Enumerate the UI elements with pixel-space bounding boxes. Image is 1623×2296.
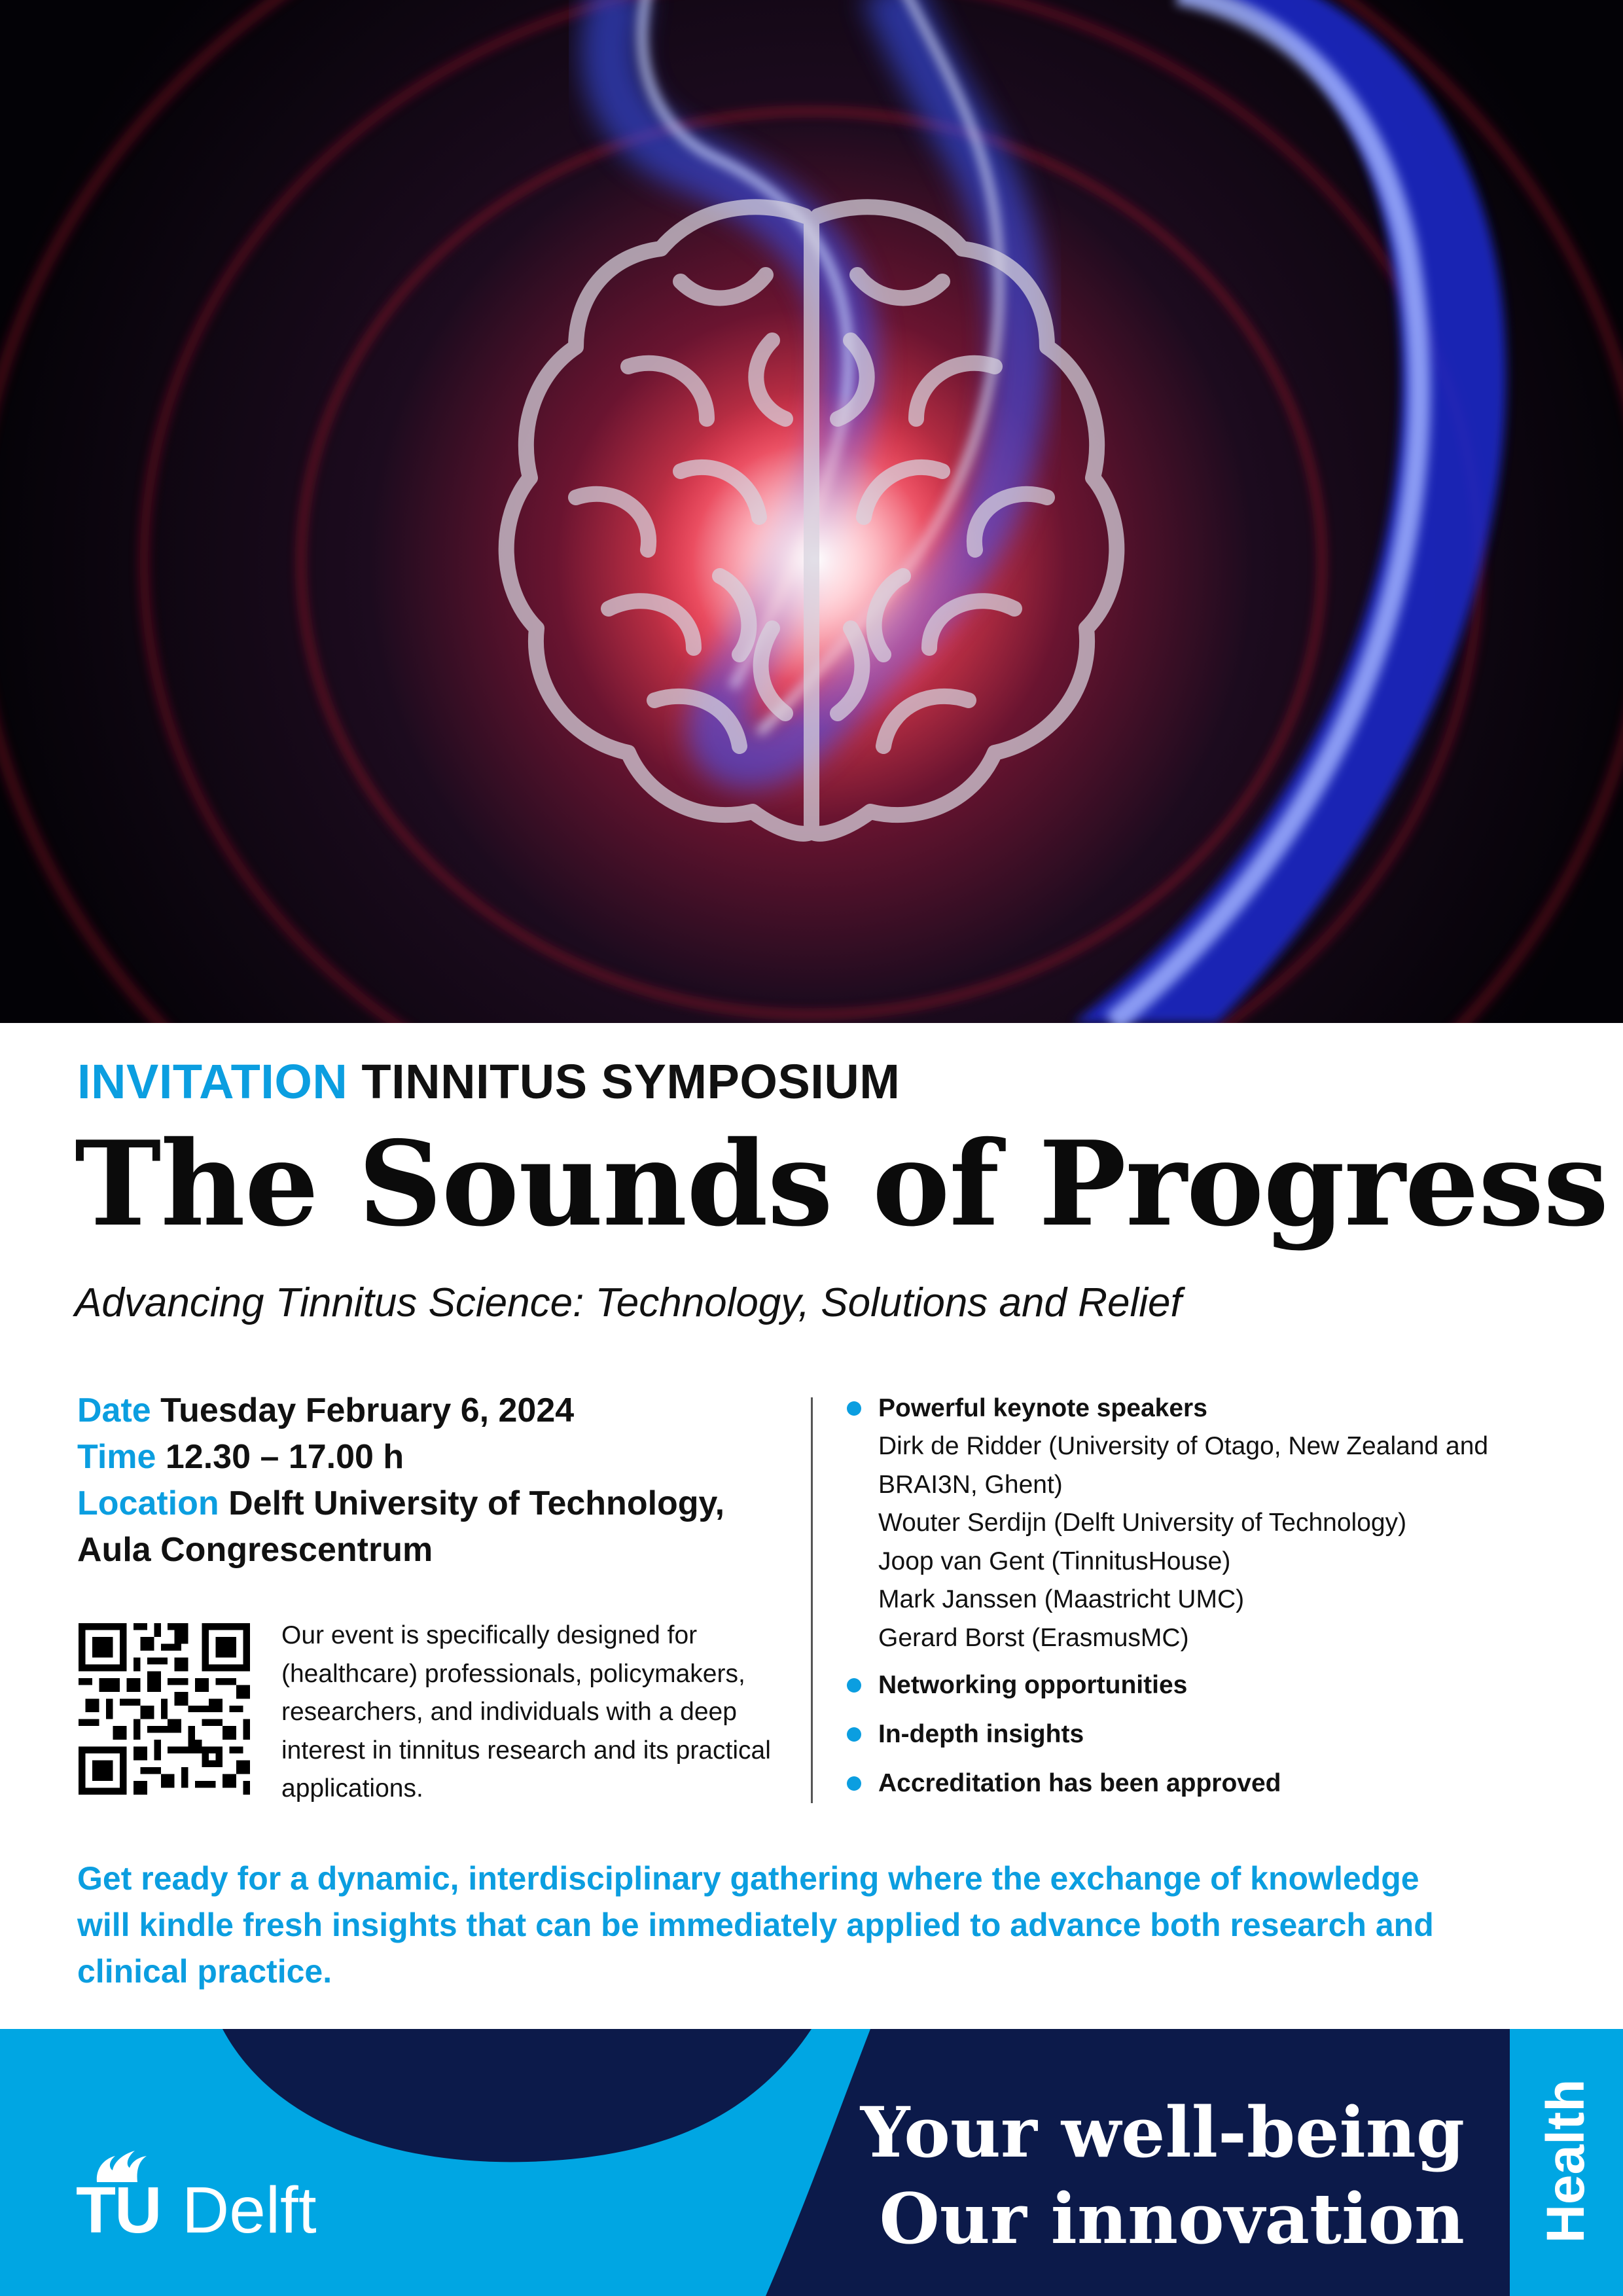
hero-illustration: [0, 0, 1623, 1023]
date-label: Date: [77, 1391, 151, 1429]
date-row: [77, 1388, 724, 1434]
bullet-dot-icon: [847, 1678, 861, 1693]
event-details: [77, 1388, 724, 1573]
event-type-heading: [77, 1054, 900, 1109]
time-row: [77, 1434, 724, 1480]
date-value: Tuesday February 6, 2024: [160, 1391, 575, 1429]
logo-tu: TU: [76, 2174, 161, 2247]
list-item-networking: [844, 1666, 1564, 1704]
subtitle: Advancing Tinnitus Science: Technology, Solutions and Relief: [75, 1280, 1182, 1325]
insights-label: In-depth insights: [878, 1720, 1084, 1748]
location-row: [77, 1480, 724, 1527]
bullet-dot-icon: [847, 1401, 861, 1416]
health-label: Health: [1536, 2079, 1596, 2244]
slogan-line-1: Your well-being: [860, 2091, 1465, 2173]
callout-paragraph: Get ready for a dynamic, interdisciplinary gathering where the exchange of knowledge will kindle fresh insights that can be immediately applied to advance both research and clinical practice.: [77, 1860, 1434, 1990]
speaker-5: Gerard Borst (ErasmusMC): [878, 1623, 1189, 1652]
speaker-3: Joop van Gent (TinnitusHouse): [878, 1547, 1231, 1575]
time-value: 12.30 – 17.00 h: [165, 1438, 404, 1476]
list-item-insights: [844, 1715, 1564, 1753]
list-item-accreditation: [844, 1765, 1564, 1803]
location-label: Location: [77, 1484, 219, 1522]
accreditation-label: Accreditation has been approved: [878, 1769, 1281, 1797]
slogan-line-2: Our innovation: [879, 2178, 1465, 2259]
location-value: Delft University of Technology,: [228, 1484, 725, 1522]
logo-delft: Delft: [182, 2174, 317, 2247]
callout-text: [77, 1856, 1550, 1995]
keynote-heading: Powerful keynote speakers: [878, 1394, 1207, 1422]
qr-code-icon[interactable]: [79, 1623, 250, 1795]
audience-description: Our event is specifically designed for (healthcare) professionals, policymakers, researchers, and individuals with a deep interest in tinnitus research and its practical applications.: [281, 1621, 771, 1803]
speaker-2: Wouter Serdijn (Delft University of Technology): [878, 1509, 1407, 1537]
column-divider: [811, 1397, 813, 1803]
page-title: The Sounds of Progress: [75, 1115, 1609, 1252]
hero-image: [0, 0, 1623, 1023]
location-value-line2: Aula Congrescentrum: [77, 1531, 433, 1569]
speaker-4: Mark Janssen (Maastricht UMC): [878, 1585, 1245, 1613]
symposium-label: TINNITUS SYMPOSIUM: [361, 1054, 901, 1109]
tu-delft-logo[interactable]: [76, 2145, 325, 2247]
bullet-dot-icon: [847, 1776, 861, 1791]
invitation-label: INVITATION: [77, 1054, 348, 1109]
time-label: Time: [77, 1438, 156, 1476]
speaker-1: Dirk de Ridder (University of Otago, New Zealand and BRAI3N, Ghent): [878, 1432, 1489, 1499]
highlights-list: [844, 1390, 1564, 1803]
list-item-keynotes: [844, 1390, 1564, 1657]
networking-label: Networking opportunities: [878, 1671, 1188, 1699]
bullet-dot-icon: [847, 1727, 861, 1742]
